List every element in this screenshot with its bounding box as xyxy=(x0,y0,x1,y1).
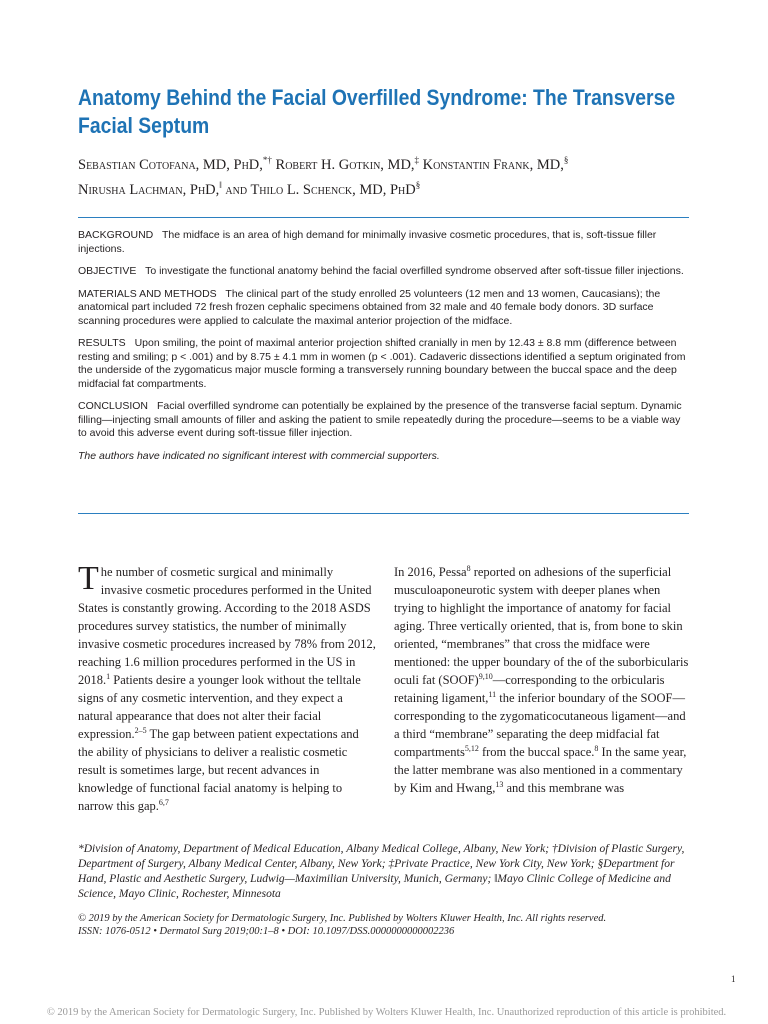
citation-superscript: 8 xyxy=(466,563,471,573)
section-text: To investigate the functional anatomy behind the facial overfilled syndrome observed after soft-tissue filler injections. xyxy=(145,265,684,277)
author-affil-mark: § xyxy=(563,155,569,165)
author-affil-mark: ‖ xyxy=(219,179,222,190)
text-segment: In 2016, Pessa xyxy=(394,565,467,579)
section-text: The midface is an area of high demand for minimally invasive cosmetic procedures, that is, soft-tissue filler injections. xyxy=(78,229,657,255)
abstract-methods xyxy=(78,288,690,329)
citation-superscript: 8 xyxy=(594,743,599,753)
body-column-right xyxy=(394,563,692,797)
text-segment: —corresponding to the orbicularis retaining ligament, xyxy=(394,673,665,705)
section-text: The clinical part of the study enrolled 25 volunteers (12 men and 13 women, Caucasians); the anatomical part included 72 fresh frozen cephalic specimens obtained from 32 male and 40 female body donors. 3D surface scanning procedures were applied to calculate the maximal anterior projection of the midface. xyxy=(78,287,661,327)
section-label: RESULTS xyxy=(78,337,126,349)
abstract-top-rule xyxy=(78,217,689,218)
page-number: 1 xyxy=(731,974,736,984)
author-affil-mark: § xyxy=(415,179,421,190)
text-segment: and this membrane was xyxy=(503,781,625,795)
section-label: OBJECTIVE xyxy=(78,265,137,277)
drop-cap: T xyxy=(78,560,99,597)
citation-superscript: 11 xyxy=(488,689,497,699)
author-affil-mark: ‡ xyxy=(414,155,420,165)
body-paragraph xyxy=(394,563,692,797)
abstract-results xyxy=(78,337,690,391)
text-segment: Patients desire a younger look without the telltale signs of any cosmetic intervention, and they expect a natural appearance that does not alter their facial expression. xyxy=(78,673,361,741)
issn-doi-line: ISSN: 1076-0512 • Dermatol Surg 2019;00:1–8 • DOI: 10.1097/DSS.0000000000002236 xyxy=(78,926,455,937)
section-label: CONCLUSION xyxy=(78,400,149,412)
text-segment: he number of cosmetic surgical and minimally invasive cosmetic procedures performed in the United States is constantly growing. According to the 2018 ASDS procedures survey statistics, the number of minimally invasive cosmetic procedures increased by 78% from 2012, reaching 1.6 million procedures performed in the US in 2018. xyxy=(78,565,376,687)
citation-superscript: 2–5 xyxy=(134,725,147,735)
copyright-line: © 2019 by the American Society for Dermatologic Surgery, Inc. Published by Wolters Kluwer Health, Inc. All rights reserved. xyxy=(78,913,607,924)
author-line-2 xyxy=(78,175,698,200)
author-name: Nirusha Lachman, PhD, xyxy=(78,181,220,198)
affiliations-footnote: *Division of Anatomy, Department of Medical Education, Albany Medical College, Albany, New York; †Division of Plastic Surgery, Department of Surgery, Albany Medical Center, Albany, New York; ‡Private Practice, New York City, New York; §Department for Hand, Plastic and Aesthetic Surgery, Ludwig—Maximilian University, Munich, Germany; ‖Mayo Clinic College of Medicine and Science, Mayo Clinic, Rochester, Minnesota xyxy=(78,843,685,900)
author-list xyxy=(78,150,698,200)
text-segment: from the buccal space. xyxy=(478,745,595,759)
abstract-conclusion xyxy=(78,400,690,441)
text-segment: the inferior boundary of the SOOF—corresponding to the zygomaticocutaneous ligament—and a third “membrane” separating the deep midfacial fat compartments xyxy=(394,691,686,759)
article-title: Anatomy Behind the Facial Overfilled Syndrome: The Transverse Facial Septum xyxy=(78,85,676,138)
disclosure-statement: The authors have indicated no significant interest with commercial supporters. xyxy=(78,449,440,462)
section-label: MATERIALS AND METHODS xyxy=(78,287,217,300)
text-segment: reported on adhesions of the superficial musculoaponeurotic system with deeper planes when trying to highlight the importance of anatomy for facial aging. Three vertically oriented, that is, from bone to skin oriented, “membranes” that cross the midface were mentioned: the upper boundary of the of the suborbicularis oculi fat (SOOF) xyxy=(394,565,689,687)
citation-superscript: 9,10 xyxy=(478,671,493,681)
footer-notice: © 2019 by the American Society for Dermatologic Surgery, Inc. Published by Wolters Kluwer Health, Inc. Unauthorized reproduction of this article is prohibited. xyxy=(46,1007,727,1018)
abstract-bottom-rule xyxy=(78,513,689,514)
citation-superscript: 1 xyxy=(106,671,111,681)
text-segment: The gap between patient expectations and the ability of physicians to deliver a realistic cosmetic result is sometimes large, but recent advances in knowledge of functional facial anatomy is helping to narrow this gap. xyxy=(78,727,359,813)
section-label: BACKGROUND xyxy=(78,229,154,241)
abstract xyxy=(78,229,690,472)
citation-superscript: 13 xyxy=(495,779,504,789)
copyright-block xyxy=(78,912,688,938)
citation-superscript: 5,12 xyxy=(464,743,479,753)
text-segment: In the same year, the latter membrane was also mentioned in a commentary by Kim and Hwang, xyxy=(394,745,687,795)
abstract-background xyxy=(78,229,690,256)
author-line-1 xyxy=(78,150,698,175)
section-text: Facial overfilled syndrome can potentially be explained by the presence of the transverse facial septum. Dynamic filling—injecting small amounts of filler and asking the patient to smile repeatedly during the procedure—seems to be a viable way to avoid this adverse event during soft-tissue filler injection. xyxy=(78,400,682,439)
author-affil-mark: *† xyxy=(262,155,272,165)
author-name: and Thilo L. Schenck, MD, PhD xyxy=(221,181,416,198)
body-column-left xyxy=(78,560,376,815)
author-name: Sebastian Cotofana, MD, PhD, xyxy=(78,156,263,173)
author-name: Robert H. Gotkin, MD, xyxy=(271,156,415,173)
citation-superscript: 6,7 xyxy=(158,797,169,807)
author-name: Konstantin Frank, MD, xyxy=(419,156,564,173)
section-text: Upon smiling, the point of maximal anterior projection shifted cranially in men by 12.43 ± 8.8 mm (difference between resting and smiling; p < .001) and by 8.75 ± 4.1 mm in women (p < .001). Cadaveric dissections identified a septum originated from the underside of the zygomaticus major muscle forming a transversely running boundary between the buccal space and the deep midfacial fat compartments. xyxy=(78,337,686,390)
abstract-objective xyxy=(78,265,690,279)
intro-paragraph xyxy=(78,560,376,815)
